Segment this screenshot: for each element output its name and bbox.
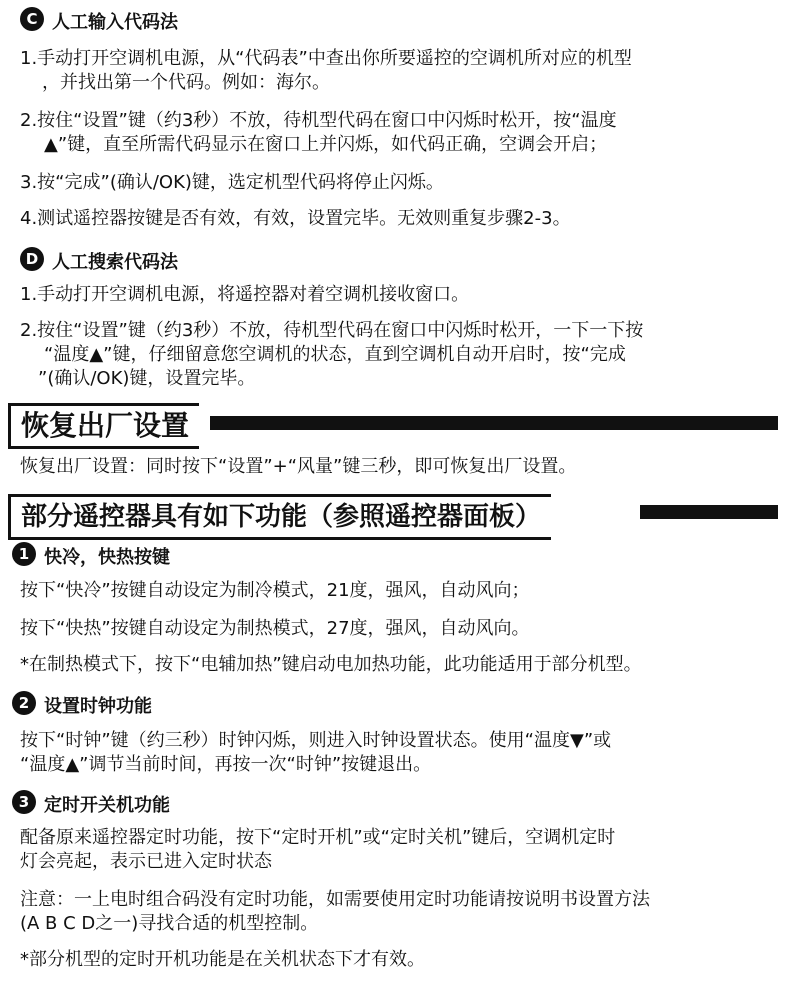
feature-2-title: 设置时钟功能 xyxy=(44,696,152,717)
feature-2-line-1: 按下“时钟”键（约三秒）时钟闪烁，则进入时钟设置状态。使用“温度▼”或 xyxy=(20,730,612,751)
feature-1-badge: 1 xyxy=(12,542,36,566)
section-d-title: 人工搜索代码法 xyxy=(52,252,178,273)
feature-1-line-1: 按下“快冷”按键自动设定为制冷模式，21度，强风，自动风向； xyxy=(20,580,530,601)
feature-3-line-5: *部分机型的定时开机功能是在关机状态下才有效。 xyxy=(20,949,425,970)
reset-heading: 恢复出厂设置 xyxy=(8,403,199,449)
section-c-line-3: 2.按住“设置”键（约3秒）不放，待机型代码在窗口中闪烁时松开，按“温度 xyxy=(20,110,617,131)
section-d-line-3: “温度▲”键，仔细留意您空调机的状态，直到空调机自动开启时，按“完成 xyxy=(44,344,626,365)
feature-3-line-4: (A B C D之一)寻找合适的机型控制。 xyxy=(20,913,319,934)
section-d-line-1: 1.手动打开空调机电源，将遥控器对着空调机接收窗口。 xyxy=(20,284,470,305)
feature-1-line-2: 按下“快热”按键自动设定为制热模式，27度，强风，自动风向。 xyxy=(20,618,530,639)
feature-2-badge: 2 xyxy=(12,691,36,715)
section-c-line-4: ▲”键，直至所需代码显示在窗口上并闪烁，如代码正确，空调会开启； xyxy=(44,134,608,155)
reset-heading-bar xyxy=(210,416,778,430)
section-d-line-4: ”(确认/OK)键，设置完毕。 xyxy=(38,368,256,389)
section-c-line-1: 1.手动打开空调机电源，从“代码表”中查出你所要遥控的空调机所对应的机型 xyxy=(20,48,632,69)
section-c-line-5: 3.按“完成”(确认/OK)键，选定机型代码将停止闪烁。 xyxy=(20,172,444,193)
feature-1-line-3: *在制热模式下，按下“电辅加热”键启动电加热功能，此功能适用于部分机型。 xyxy=(20,654,642,675)
section-c-line-6: 4.测试遥控器按键是否有效，有效，设置完毕。无效则重复步骤2-3。 xyxy=(20,208,571,229)
feature-2-line-2: “温度▲”调节当前时间，再按一次“时钟”按键退出。 xyxy=(20,754,432,775)
section-d-badge: D xyxy=(20,247,44,271)
feature-3-line-1: 配备原来遥控器定时功能，按下“定时开机”或“定时关机”键后，空调机定时 xyxy=(20,827,616,848)
features-heading-bar xyxy=(640,505,778,519)
section-c-line-2: ，并找出第一个代码。例如：海尔。 xyxy=(42,72,330,93)
feature-3-line-3: 注意：一上电时组合码没有定时功能，如需要使用定时功能请按说明书设置方法 xyxy=(20,889,650,910)
section-d-line-2: 2.按住“设置”键（约3秒）不放，待机型代码在窗口中闪烁时松开，一下一下按 xyxy=(20,320,644,341)
features-heading: 部分遥控器具有如下功能（参照遥控器面板） xyxy=(8,494,551,540)
section-c-title: 人工输入代码法 xyxy=(52,12,178,33)
feature-3-badge: 3 xyxy=(12,790,36,814)
feature-3-title: 定时开关机功能 xyxy=(44,795,170,816)
reset-text: 恢复出厂设置：同时按下“设置”+“风量”键三秒，即可恢复出厂设置。 xyxy=(20,456,577,477)
section-c-badge: C xyxy=(20,7,44,31)
feature-1-title: 快冷，快热按键 xyxy=(44,547,170,568)
feature-3-line-2: 灯会亮起，表示已进入定时状态 xyxy=(20,851,272,872)
